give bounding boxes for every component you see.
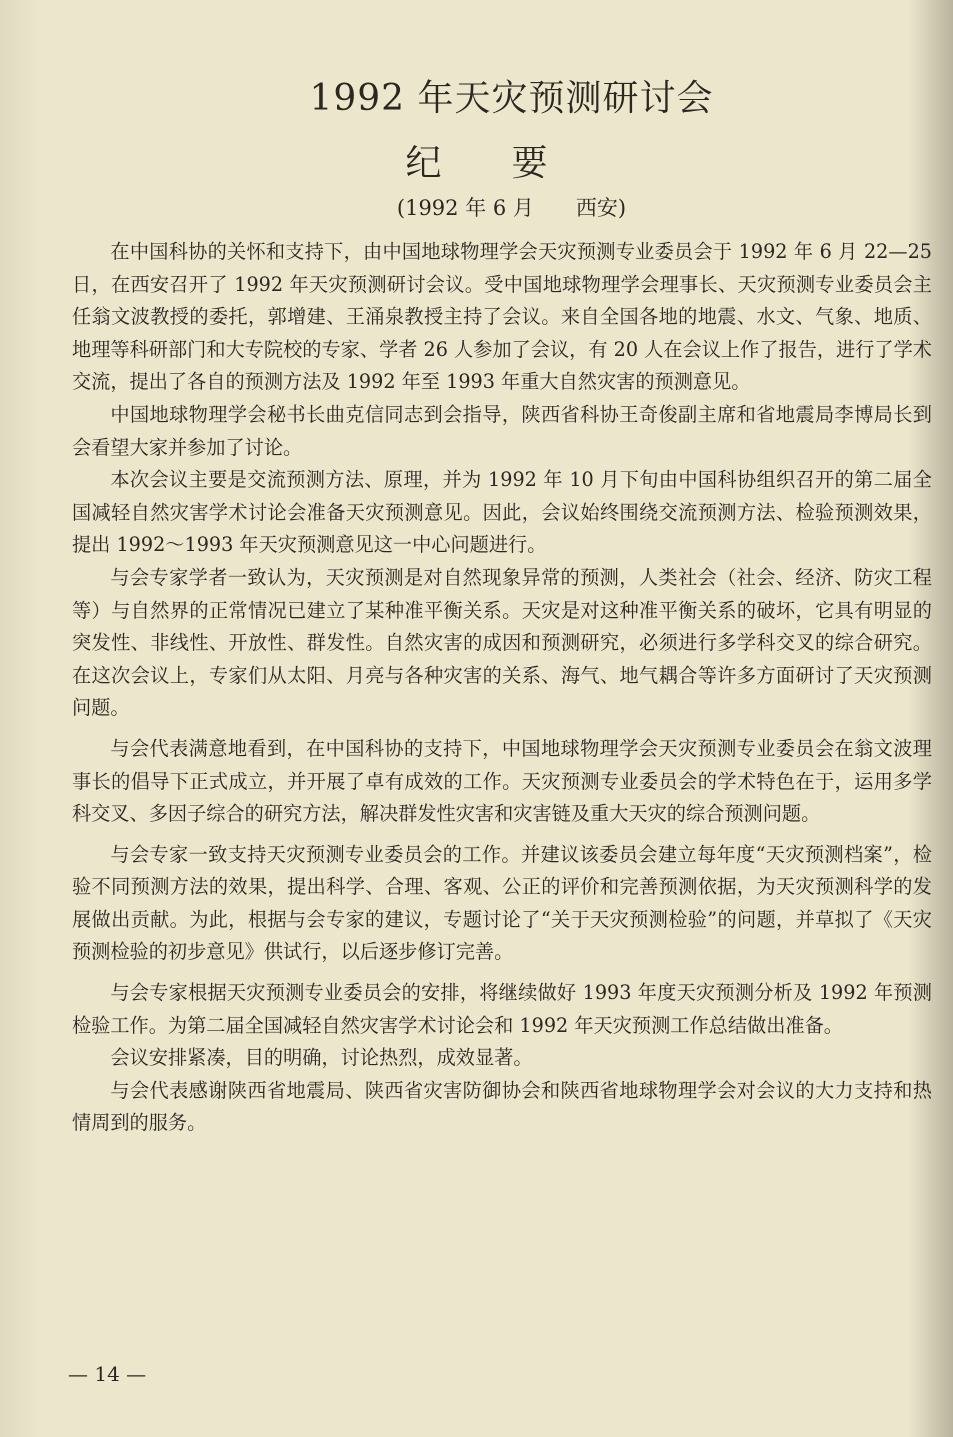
document-title: 1992 年天灾预测研讨会 (309, 78, 714, 119)
paragraph: 与会代表满意地看到，在中国科协的支持下，中国地球物理学会天灾预测专业委员会在翁文波理事长的倡导下正式成立，并开展了卓有成效的工作。天灾预测专业委员会的学术特色在于，运用多学科交叉、多因子综合的研究方法，解决群发性灾害和灾害链及重大天灾的综合预测问题。 (72, 736, 932, 826)
dateline: (1992 年 6 月 西安) (396, 196, 627, 220)
paragraph: 在中国科协的关怀和支持下，由中国地球物理学会天灾预测专业委员会于 1992 年 6 月 22—25 日，在西安召开了 1992 年天灾预测研讨会议。受中国地球物理学会理事长、天灾预测专业委员会主任翁文波教授的委托，郭增建、王涌泉教授主持了会议。来自全国各地的地震、水文、气象、地质、地理等科研部门和大专院校的专家、学者 26 人参加了会议，有 20 人在会议上作了报告，进行了学术交流，提出了各自的预测方法及 1992 年至 1993 年重大自然灾害的预测意见。 (72, 240, 932, 394)
document-subtitle: 纪要 (405, 143, 618, 184)
paragraph: 与会专家一致支持天灾预测专业委员会的工作。并建议该委员会建立每年度“天灾预测档案”，检验不同预测方法的效果，提出科学、合理、客观、公正的评价和完善预测依据，为天灾预测科学的发展做出贡献。为此，根据与会专家的建议，专题讨论了“关于天灾预测检验”的问题，并草拟了《天灾预测检验的初步意见》供试行，以后逐步修订完善。 (72, 842, 932, 964)
document-body (72, 236, 932, 1140)
paragraph: 与会专家根据天灾预测专业委员会的安排，将继续做好 1993 年度天灾预测分析及 1992 年预测检验工作。为第二届全国减轻自然灾害学术讨论会和 1992 年天灾预测工作总结做出准备。 (72, 981, 932, 1037)
paragraph: 本次会议主要是交流预测方法、原理，并为 1992 年 10 月下旬由中国科协组织召开的第二届全国减轻自然灾害学术讨论会准备天灾预测意见。因此，会议始终围绕交流预测方法、检验预测效果，提出 1992～1993 年天灾预测意见这一中心问题进行。 (72, 468, 932, 557)
page-number: — 14 — (68, 1362, 147, 1386)
paragraph: 与会专家学者一致认为，天灾预测是对自然现象异常的预测，人类社会（社会、经济、防灾工程等）与自然界的正常情况已建立了某种准平衡关系。天灾是对这种准平衡关系的破坏，它具有明显的突发性、非线性、开放性、群发性。自然灾害的成因和预测研究，必须进行多学科交叉的综合研究。在这次会议上，专家们从太阳、月亮与各种灾害的关系、海气、地气耦合等许多方面研讨了天灾预测问题。 (72, 565, 932, 720)
paragraph: 中国地球物理学会秘书长曲克信同志到会指导，陕西省科协王奇俊副主席和省地震局李博局长到会看望大家并参加了讨论。 (72, 402, 932, 459)
paragraph: 会议安排紧凑，目的明确，讨论热烈，成效显著。 (110, 1046, 533, 1070)
paragraph: 与会代表感谢陕西省地震局、陕西省灾害防御协会和陕西省地球物理学会对会议的大力支持和热情周到的服务。 (72, 1078, 932, 1135)
